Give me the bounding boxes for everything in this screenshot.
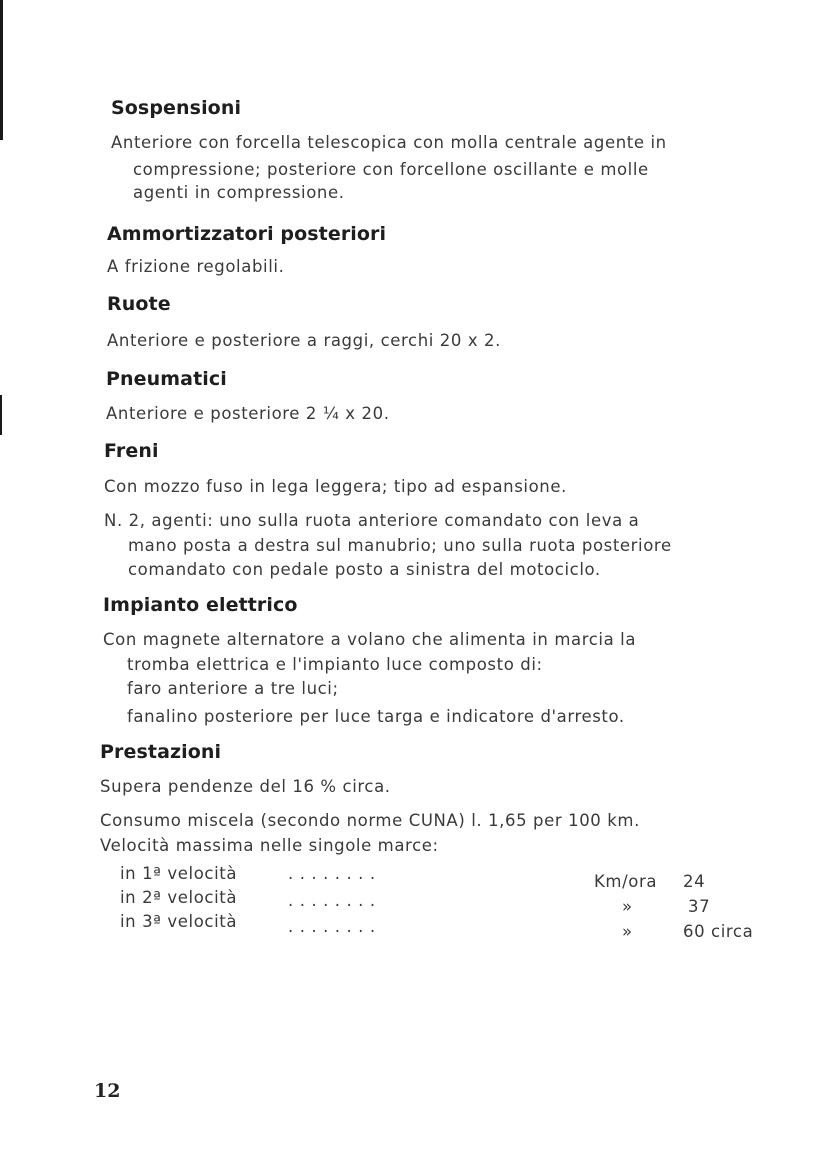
speed-value: 60 circa	[683, 922, 754, 941]
speed-gear: in 3ª velocità	[120, 912, 238, 931]
impianto-line-1: Con magnete alternatore a volano che alimenta in marcia la	[103, 630, 637, 649]
heading-prestazioni: Prestazioni	[100, 741, 222, 763]
speed-value: 24	[683, 872, 706, 891]
prestazioni-line-1: Supera pendenze del 16 % circa.	[100, 777, 391, 796]
speed-gear: in 1ª velocità	[120, 864, 238, 883]
impianto-line-3: faro anteriore a tre luci;	[127, 679, 339, 698]
impianto-line-2: tromba elettrica e l'impianto luce composto di:	[127, 655, 543, 674]
sospensioni-line-3: agenti in compressione.	[133, 183, 345, 202]
speed-unit: »	[622, 897, 633, 916]
sospensioni-line-1: Anteriore con forcella telescopica con molla centrale agente in	[111, 133, 667, 152]
speed-dots: . . . . . . . .	[288, 891, 376, 910]
heading-freni: Freni	[104, 440, 159, 462]
heading-sospensioni: Sospensioni	[111, 97, 242, 119]
heading-ruote: Ruote	[107, 293, 171, 315]
heading-pneumatici: Pneumatici	[106, 368, 227, 390]
freni-line-3: mano posta a destra sul manubrio; uno sulla ruota posteriore	[128, 536, 672, 555]
prestazioni-line-2: Consumo miscela (secondo norme CUNA) l. 1,65 per 100 km.	[100, 811, 640, 830]
speed-unit: Km/ora	[594, 872, 658, 891]
freni-line-4: comandato con pedale posto a sinistra del motociclo.	[128, 560, 601, 579]
heading-impianto-elettrico: Impianto elettrico	[103, 594, 298, 616]
heading-ammortizzatori: Ammortizzatori posteriori	[107, 223, 387, 245]
prestazioni-line-3: Velocità massima nelle singole marce:	[100, 836, 439, 855]
speed-dots: . . . . . . . .	[288, 917, 376, 936]
ruote-line-1: Anteriore e posteriore a raggi, cerchi 20 x 2.	[107, 331, 501, 350]
impianto-line-4: fanalino posteriore per luce targa e indicatore d'arresto.	[127, 707, 625, 726]
ammortizzatori-line-1: A frizione regolabili.	[107, 257, 285, 276]
speed-value: 37	[688, 897, 711, 916]
sospensioni-line-2: compressione; posteriore con forcellone oscillante e molle	[133, 160, 649, 179]
speed-unit: »	[622, 922, 633, 941]
speed-gear: in 2ª velocità	[120, 888, 238, 907]
speed-dots: . . . . . . . .	[288, 864, 376, 883]
page-number: 12	[94, 1080, 121, 1102]
freni-line-1: Con mozzo fuso in lega leggera; tipo ad espansione.	[104, 477, 567, 496]
freni-line-2: N. 2, agenti: uno sulla ruota anteriore comandato con leva a	[104, 511, 640, 530]
pneumatici-line-1: Anteriore e posteriore 2 ¼ x 20.	[106, 404, 390, 423]
